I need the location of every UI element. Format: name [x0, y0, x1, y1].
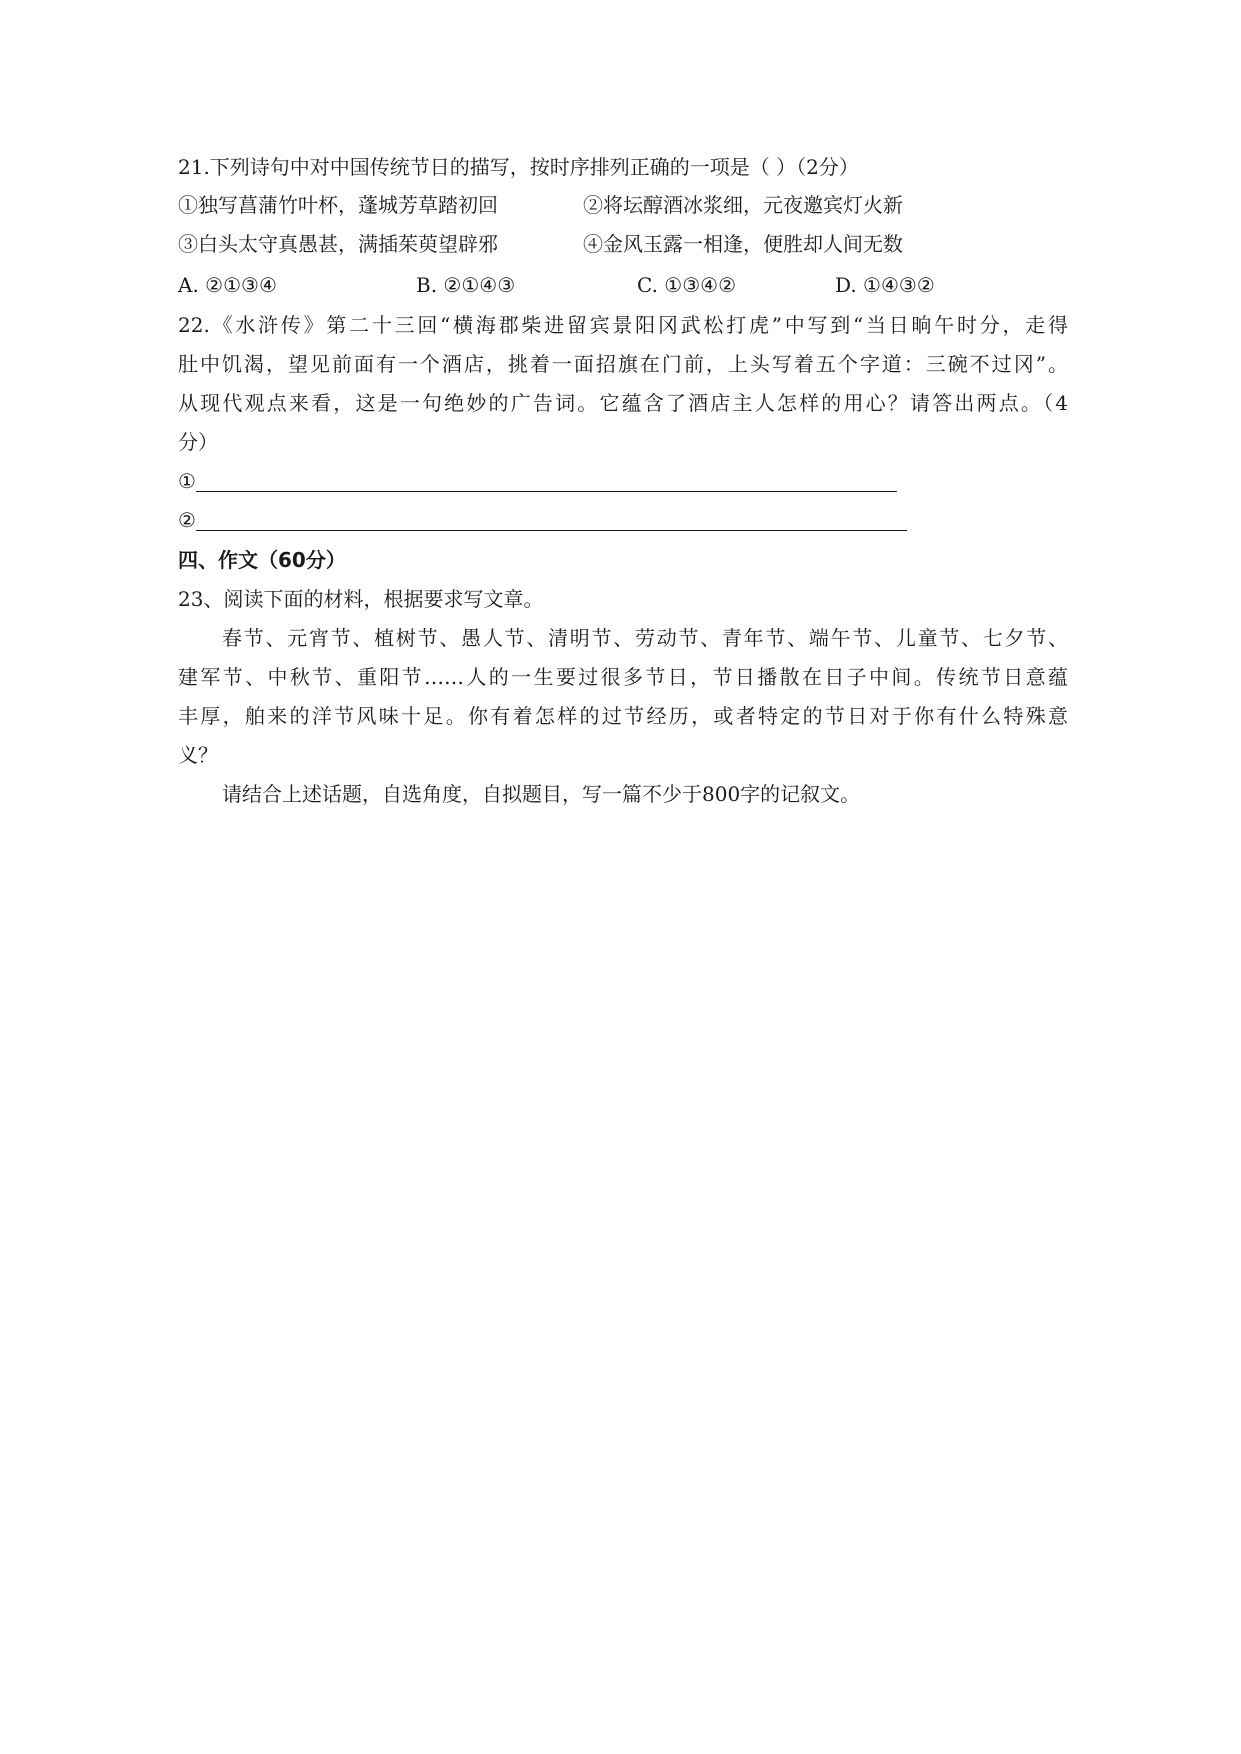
- option-d: D. ①④③②: [835, 273, 935, 297]
- answer-2-marker: ②: [178, 508, 196, 532]
- question-22-line-2: 肚中饥渴，望见前面有一个酒店，挑着一面招旗在门前，上头写着五个字道：三碗不过冈”。: [178, 352, 1068, 376]
- question-21-poem-row-2: [178, 225, 1068, 264]
- question-23-title: 23、阅读下面的材料，根据要求写文章。: [178, 587, 544, 611]
- material-line-1: 春节、元宵节、植树节、愚人节、清明节、劳动节、青年节、端午节、儿童节、七夕节、: [222, 626, 1068, 650]
- poem-2: ②将坛醇酒冰浆细，元夜邀宾灯火新: [583, 193, 903, 217]
- poem-4: ④金风玉露一相逢，便胜却人间无数: [583, 232, 903, 256]
- answer-line-2: [178, 501, 1068, 540]
- material-line-2: 建军节、中秋节、重阳节……人的一生要过很多节日，节日播散在日子中间。传统节日意蕴: [178, 665, 1068, 689]
- option-c: C. ①③④②: [637, 273, 737, 297]
- answer-1-marker: ①: [178, 469, 196, 493]
- exam-page: [178, 148, 1068, 814]
- question-21-poem-row-1: [178, 186, 1068, 225]
- question-22-line-1: 22.《水浒传》第二十三回“横海郡柴进留宾景阳冈武松打虎”中写到“当日晌午时分，走得: [178, 313, 1068, 337]
- option-b: B. ②①④③: [416, 273, 516, 297]
- material-line-3: 丰厚，舶来的洋节风味十足。你有着怎样的过节经历，或者特定的节日对于你有什么特殊意: [178, 704, 1068, 728]
- writing-requirement: 请结合上述话题，自选角度，自拟题目，写一篇不少于800字的记叙文。: [222, 782, 861, 806]
- answer-2-blank[interactable]: [196, 529, 907, 531]
- poem-1: ①独写菖蒲竹叶杯，蓬城芳草踏初回: [178, 193, 498, 217]
- answer-line-1: [178, 462, 1068, 501]
- question-21-title: 21.下列诗句中对中国传统节日的描写，按时序排列正确的一项是（ ）（2分）: [178, 155, 859, 179]
- section-4-heading: 四、作文（60分）: [178, 548, 346, 572]
- answer-1-blank[interactable]: [196, 490, 897, 492]
- poem-3: ③白头太守真愚甚，满插茱萸望辟邪: [178, 232, 498, 256]
- option-a: A. ②①③④: [178, 273, 277, 297]
- question-22-line-4: 分）: [178, 430, 218, 454]
- question-22-line-3: 从现代观点来看，这是一句绝妙的广告词。它蕴含了酒店主人怎样的用心？请答出两点。（4: [178, 391, 1068, 415]
- material-line-4: 义？: [178, 743, 218, 767]
- question-21-options: [178, 264, 1068, 306]
